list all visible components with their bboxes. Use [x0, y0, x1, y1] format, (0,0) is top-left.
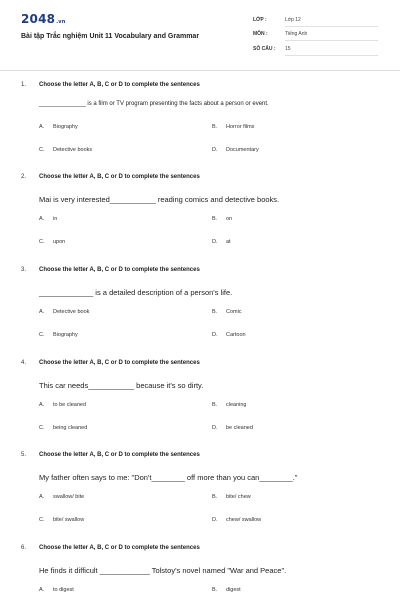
option-text: at [226, 239, 231, 245]
option-letter: D. [212, 517, 218, 523]
option-text: in [53, 216, 58, 222]
option-letter: B. [212, 124, 218, 130]
option-letter: A. [39, 124, 45, 130]
option-letter: A. [39, 216, 45, 222]
option-d[interactable] [212, 425, 253, 431]
option-a[interactable] [39, 216, 57, 222]
worksheet-title: Bài tập Trắc nghiệm Unit 11 Vocabulary and Grammar [21, 33, 200, 40]
option-text: be cleaned [226, 425, 253, 431]
question-number: 6. [21, 545, 27, 551]
question-prompt: This car needs___________ because it's so dirty. [39, 381, 204, 390]
option-b[interactable] [212, 309, 242, 315]
option-letter: C. [39, 239, 45, 245]
question-prompt: My father often says to me: "Don't________ off more than you can________." [39, 473, 298, 482]
option-text: Biography [53, 124, 78, 130]
option-text: to digest [53, 587, 74, 593]
option-letter: A. [39, 494, 45, 500]
option-text: chew/ swallow [226, 517, 262, 523]
option-b[interactable] [212, 124, 254, 130]
option-text: bite/ swallow [53, 517, 85, 523]
option-text: Cartoon [226, 332, 246, 338]
option-a[interactable] [39, 402, 86, 408]
option-c[interactable] [39, 147, 92, 153]
option-letter: C. [39, 332, 45, 338]
question-number: 2. [21, 174, 27, 180]
worksheet-header [0, 0, 400, 68]
option-d[interactable] [212, 147, 259, 153]
option-c[interactable] [39, 517, 84, 523]
option-letter: B. [212, 309, 218, 315]
meta-class-label: LỚP : [253, 17, 267, 23]
option-letter: A. [39, 309, 45, 315]
option-letter: D. [212, 147, 218, 153]
logo-text: 2048 [21, 12, 56, 26]
option-letter: D. [212, 425, 218, 431]
option-text: being cleaned [53, 425, 88, 431]
option-letter: C. [39, 425, 45, 431]
option-text: Horror films [226, 124, 255, 130]
option-text: digest [226, 587, 241, 593]
option-a[interactable] [39, 309, 89, 315]
option-text: Detective books [53, 147, 93, 153]
option-text: cleaning [226, 402, 247, 408]
question-prompt: ______________ is a film or TV program presenting the facts about a person or event. [39, 101, 269, 107]
question-instruction: Choose the letter A, B, C or D to complete the sentences [39, 452, 200, 458]
question-instruction: Choose the letter A, B, C or D to complete the sentences [39, 174, 200, 180]
question-instruction: Choose the letter A, B, C or D to complete the sentences [39, 545, 200, 551]
option-a[interactable] [39, 587, 74, 593]
option-b[interactable] [212, 402, 247, 408]
meta-count-label: SỐ CÂU : [253, 46, 276, 52]
question-instruction: Choose the letter A, B, C or D to complete the sentences [39, 267, 200, 273]
meta-count-value: 15 [285, 46, 378, 56]
option-c[interactable] [39, 239, 65, 245]
option-a[interactable] [39, 494, 84, 500]
option-letter: B. [212, 216, 218, 222]
site-logo[interactable] [21, 12, 66, 26]
option-a[interactable] [39, 124, 78, 130]
option-text: Detective book [53, 309, 90, 315]
question-number: 4. [21, 360, 27, 366]
option-text: upon [53, 239, 66, 245]
question-prompt: He finds it difficult ____________ Tolstoy's novel named "War and Peace". [39, 566, 287, 575]
question-number: 3. [21, 267, 27, 273]
option-letter: C. [39, 147, 45, 153]
option-text: Comic [226, 309, 242, 315]
question-prompt: Mai is very interested___________ reading comics and detective books. [39, 195, 280, 204]
option-letter: B. [212, 587, 218, 593]
option-d[interactable] [212, 332, 246, 338]
option-letter: C. [39, 517, 45, 523]
header-divider [0, 70, 400, 71]
option-letter: A. [39, 587, 45, 593]
option-letter: D. [212, 239, 218, 245]
meta-subject-label: MÔN : [253, 31, 268, 37]
meta-class-value: Lớp 12 [285, 17, 378, 27]
option-b[interactable] [212, 587, 241, 593]
option-text: on [226, 216, 233, 222]
question-number: 5. [21, 452, 27, 458]
option-text: bite/ chew [226, 494, 251, 500]
option-c[interactable] [39, 332, 78, 338]
option-text: to be cleaned [53, 402, 87, 408]
question-prompt: _____________ is a detailed description of a person's life. [39, 288, 233, 297]
option-b[interactable] [212, 216, 232, 222]
logo-suffix: .vn [56, 19, 66, 25]
meta-subject-value: Tiếng Anh [285, 31, 378, 41]
option-text: Documentary [226, 147, 259, 153]
option-text: swallow/ bite [53, 494, 85, 500]
option-letter: D. [212, 332, 218, 338]
question-instruction: Choose the letter A, B, C or D to complete the sentences [39, 360, 200, 366]
option-text: Biography [53, 332, 78, 338]
question-instruction: Choose the letter A, B, C or D to complete the sentences [39, 82, 200, 88]
option-letter: B. [212, 494, 218, 500]
option-letter: A. [39, 402, 45, 408]
option-c[interactable] [39, 425, 87, 431]
option-d[interactable] [212, 239, 231, 245]
question-number: 1. [21, 82, 27, 88]
option-letter: B. [212, 402, 218, 408]
option-d[interactable] [212, 517, 261, 523]
option-b[interactable] [212, 494, 251, 500]
